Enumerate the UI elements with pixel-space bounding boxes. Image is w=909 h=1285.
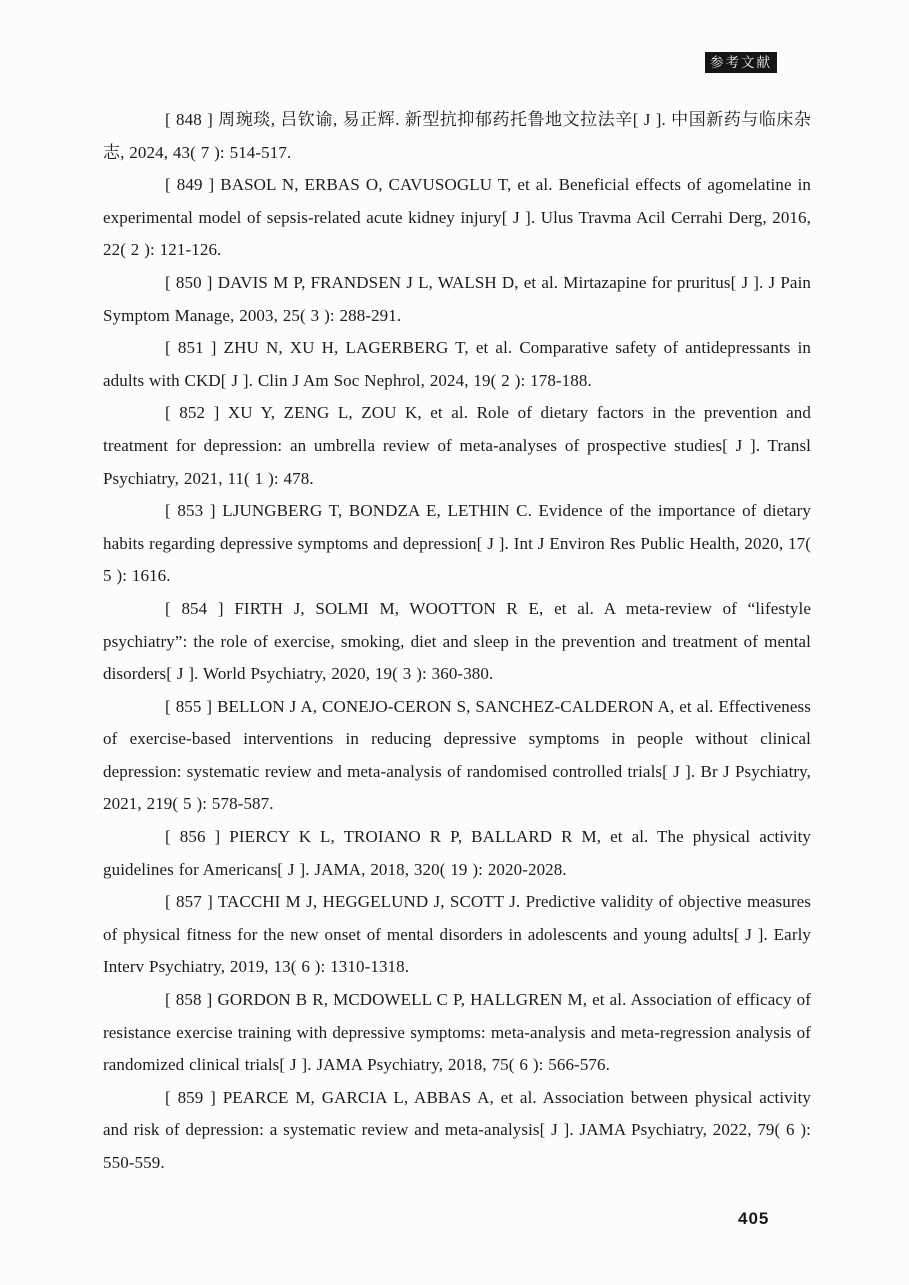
reference-entry-854: [ 854 ] FIRTH J, SOLMI M, WOOTTON R E, et al. A meta-review of “lifestyle psychiatry”: the role of exercise, smoking, diet and sleep in the prevention and treatment of mental disorders[ J ]. World Psychiatry, 2020, 19( 3 ): 360-380. [103,598,811,684]
reference-entry-858: [ 858 ] GORDON B R, MCDOWELL C P, HALLGREN M, et al. Association of efficacy of resistance exercise training with depressive symptoms: meta-analysis and meta-regression analysis of randomized clinical trials[ J ]. JAMA Psychiatry, 2018, 75( 6 ): 566-576. [103,990,811,1075]
reference-entry-848: [ 848 ] 周琬琰, 吕钦谕, 易正辉. 新型抗抑郁药托鲁地文拉法辛[ J ]. 中国新药与临床杂志, 2024, 43( 7 ): 514-517. [103,110,811,162]
reference-entry-850: [ 850 ] DAVIS M P, FRANDSEN J L, WALSH D, et al. Mirtazapine for pruritus[ J ]. J Pain Symptom Manage, 2003, 25( 3 ): 288-291. [103,272,811,325]
references-header-tag: 参考文献 [705,52,777,73]
reference-entry-851: [ 851 ] ZHU N, XU H, LAGERBERG T, et al. Comparative safety of antidepressants in adults with CKD[ J ]. Clin J Am Soc Nephrol, 2024, 19( 2 ): 178-188. [103,338,811,390]
reference-entry-852: [ 852 ] XU Y, ZENG L, ZOU K, et al. Role of dietary factors in the prevention and treatment for depression: an umbrella review of meta-analyses of prospective studies[ J ]. Transl Psychiatry, 2021, 11( 1 ): 478. [103,403,811,488]
reference-entry-855: [ 855 ] BELLON J A, CONEJO-CERON S, SANCHEZ-CALDERON A, et al. Effectiveness of exercise-based interventions in reducing depressive symptoms in people without clinical depression: systematic review and meta-analysis of randomised controlled trials[ J ]. Br J Psychiatry, 2021, 219( 5 ): 578-587. [103,696,811,814]
reference-entry-857: [ 857 ] TACCHI M J, HEGGELUND J, SCOTT J. Predictive validity of objective measures of physical fitness for the new onset of mental disorders in adolescents and young adults[ J ]. Early Interv Psychiatry, 2019, 13( 6 ): 1310-1318. [103,892,811,977]
reference-entry-849: [ 849 ] BASOL N, ERBAS O, CAVUSOGLU T, et al. Beneficial effects of agomelatine in experimental model of sepsis-related acute kidney injury[ J ]. Ulus Travma Acil Cerrahi Derg, 2016, 22( 2 ): 121-126. [103,175,811,260]
reference-entry-859: [ 859 ] PEARCE M, GARCIA L, ABBAS A, et al. Association between physical activity and risk of depression: a systematic review and meta-analysis[ J ]. JAMA Psychiatry, 2022, 79( 6 ): 550-559. [103,1087,811,1172]
reference-entry-853: [ 853 ] LJUNGBERG T, BONDZA E, LETHIN C. Evidence of the importance of dietary habits regarding depressive symptoms and depression[ J ]. Int J Environ Res Public Health, 2020, 17( 5 ): 1616. [103,501,811,586]
page-number: 405 [738,1209,770,1228]
reference-list [103,104,811,1180]
reference-entry-856: [ 856 ] PIERCY K L, TROIANO R P, BALLARD R M, et al. The physical activity guidelines for Americans[ J ]. JAMA, 2018, 320( 19 ): 2020-2028. [103,827,811,879]
